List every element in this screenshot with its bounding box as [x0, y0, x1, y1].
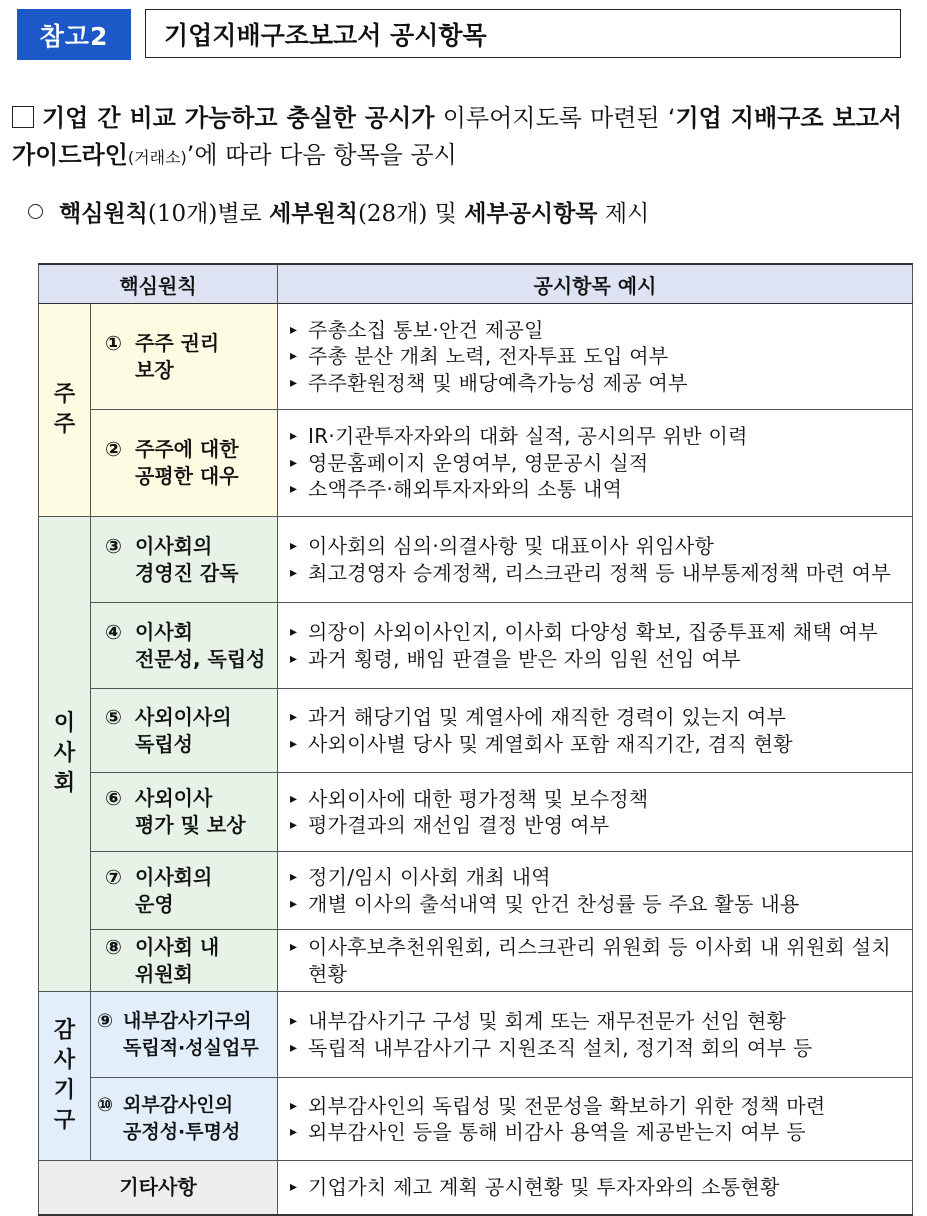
table-row — [39, 689, 913, 773]
group-shareholder: 주 주 — [39, 304, 91, 517]
table-header-row — [39, 264, 913, 304]
items-cell — [278, 410, 913, 517]
principle-cell: ⑥ 사외이사 평가 및 보상 — [91, 773, 278, 852]
list-item: ▸ 외부감사인의 독립성 및 전문성을 확보하기 위한 정책 마련 — [290, 1093, 912, 1120]
sub-count-1: (10개) — [147, 201, 218, 227]
items-cell — [278, 992, 913, 1078]
intro-text-1: 이루어지도록 마련된 ‘ — [434, 104, 676, 132]
items-cell — [278, 852, 913, 930]
table-row — [39, 930, 913, 992]
list-item: ▸ 이사후보추천위원회, 리스크관리 위원회 등 이사회 내 위원회 설치 현황 — [290, 934, 912, 987]
circle-bullet-icon — [28, 204, 43, 219]
items-cell — [278, 1161, 913, 1215]
header-principle: 핵심원칙 — [39, 264, 278, 304]
principle-cell: ⑤ 사외이사의 독립성 — [91, 689, 278, 773]
items-cell — [278, 1078, 913, 1161]
group-board: 이 사 회 — [39, 517, 91, 992]
list-item: ▸ 독립적 내부감사기구 지원조직 설치, 정기적 회의 여부 등 — [290, 1035, 912, 1062]
intro-bold-1: 기업 간 비교 가능하고 충실한 공시가 — [42, 104, 435, 132]
principle-cell: ⑦ 이사회의 운영 — [91, 852, 278, 930]
sub-text-2: 및 — [427, 201, 465, 227]
table-row — [39, 304, 913, 410]
items-cell — [278, 304, 913, 410]
principle-cell: ② 주주에 대한 공평한 대우 — [91, 410, 278, 517]
list-item: ▸ 주총소집 통보·안건 제공일 — [290, 317, 912, 344]
table-row — [39, 603, 913, 689]
sub-count-2: (28개) — [357, 201, 428, 227]
list-item: ▸ 정기/임시 이사회 개최 내역 — [290, 864, 912, 891]
reference-tag: 참고2 — [17, 9, 131, 60]
sub-bullet — [28, 196, 898, 232]
table-row — [39, 773, 913, 852]
items-cell — [278, 603, 913, 689]
principle-cell: ⑧ 이사회 내 위원회 — [91, 930, 278, 992]
table-row — [39, 410, 913, 517]
list-item: ▸ 이사회의 심의·의결사항 및 대표이사 위임사항 — [290, 533, 912, 560]
table-row — [39, 517, 913, 603]
intro-paragraph — [12, 100, 902, 176]
sub-bold-3: 세부공시항목 — [464, 201, 598, 227]
intro-text-2: ’에 따라 다음 항목을 공시 — [186, 141, 457, 169]
table-row — [39, 992, 913, 1078]
page-title: 기업지배구조보고서 공시항목 — [145, 9, 901, 58]
list-item: ▸ 영문홈페이지 운영여부, 영문공시 실적 — [290, 450, 912, 477]
list-item: ▸ 기업가치 제고 계획 공시현황 및 투자자와의 소통현황 — [290, 1174, 912, 1201]
list-item: ▸ 의장이 사외이사인지, 이사회 다양성 확보, 집중투표제 채택 여부 — [290, 619, 912, 646]
sub-text-3: 제시 — [597, 201, 650, 227]
sub-bold-1: 핵심원칙 — [59, 201, 148, 227]
list-item: ▸ IR·기관투자자와의 대화 실적, 공시의무 위반 이력 — [290, 423, 912, 450]
list-item: ▸ 평가결과의 재선임 결정 반영 여부 — [290, 812, 912, 839]
square-bullet-icon — [12, 106, 34, 128]
intro-source: (거래소) — [127, 148, 187, 167]
list-item: ▸ 소액주주·해외투자자와의 소통 내역 — [290, 476, 912, 503]
items-cell — [278, 773, 913, 852]
header-items: 공시항목 예시 — [278, 264, 913, 304]
list-item: ▸ 내부감사기구 구성 및 회계 또는 재무전문가 선임 현황 — [290, 1008, 912, 1035]
list-item: ▸ 최고경영자 승계정책, 리스크관리 정책 등 내부통제정책 마련 여부 — [290, 560, 912, 587]
sub-text-1: 별로 — [217, 201, 270, 227]
list-item: ▸ 주주환원정책 및 배당예측가능성 제공 여부 — [290, 370, 912, 397]
sub-bold-2: 세부원칙 — [269, 201, 358, 227]
list-item: ▸ 외부감사인 등을 통해 비감사 용역을 제공받는지 여부 등 — [290, 1119, 912, 1146]
items-cell — [278, 930, 913, 992]
principle-cell: ⑨ 내부감사기구의 독립적·성실업무 — [91, 992, 278, 1078]
list-item: ▸ 과거 해당기업 및 계열사에 재직한 경력이 있는지 여부 — [290, 704, 912, 731]
list-item: ▸ 개별 이사의 출석내역 및 안건 찬성률 등 주요 활동 내용 — [290, 891, 912, 918]
disclosure-table — [38, 263, 913, 1216]
principle-cell: ③ 이사회의 경영진 감독 — [91, 517, 278, 603]
list-item: ▸ 주총 분산 개최 노력, 전자투표 도입 여부 — [290, 343, 912, 370]
list-item: ▸ 사외이사에 대한 평가정책 및 보수정책 — [290, 786, 912, 813]
items-cell — [278, 689, 913, 773]
principle-cell: ① 주주 권리 보장 — [91, 304, 278, 410]
list-item: ▸ 사외이사별 당사 및 계열회사 포함 재직기간, 겸직 현황 — [290, 731, 912, 758]
items-cell — [278, 517, 913, 603]
table-row — [39, 1161, 913, 1215]
table-row — [39, 852, 913, 930]
etc-label: 기타사항 — [39, 1161, 278, 1215]
table-row — [39, 1078, 913, 1161]
principle-cell: ④ 이사회 전문성, 독립성 — [91, 603, 278, 689]
list-item: ▸ 과거 횡령, 배임 판결을 받은 자의 임원 선임 여부 — [290, 646, 912, 673]
group-audit: 감 사 기 구 — [39, 992, 91, 1161]
principle-cell: ⑩ 외부감사인의 공정성·투명성 — [91, 1078, 278, 1161]
intro-bold-2: 기업 지배구조 보고서 가이드라인 — [12, 104, 903, 169]
